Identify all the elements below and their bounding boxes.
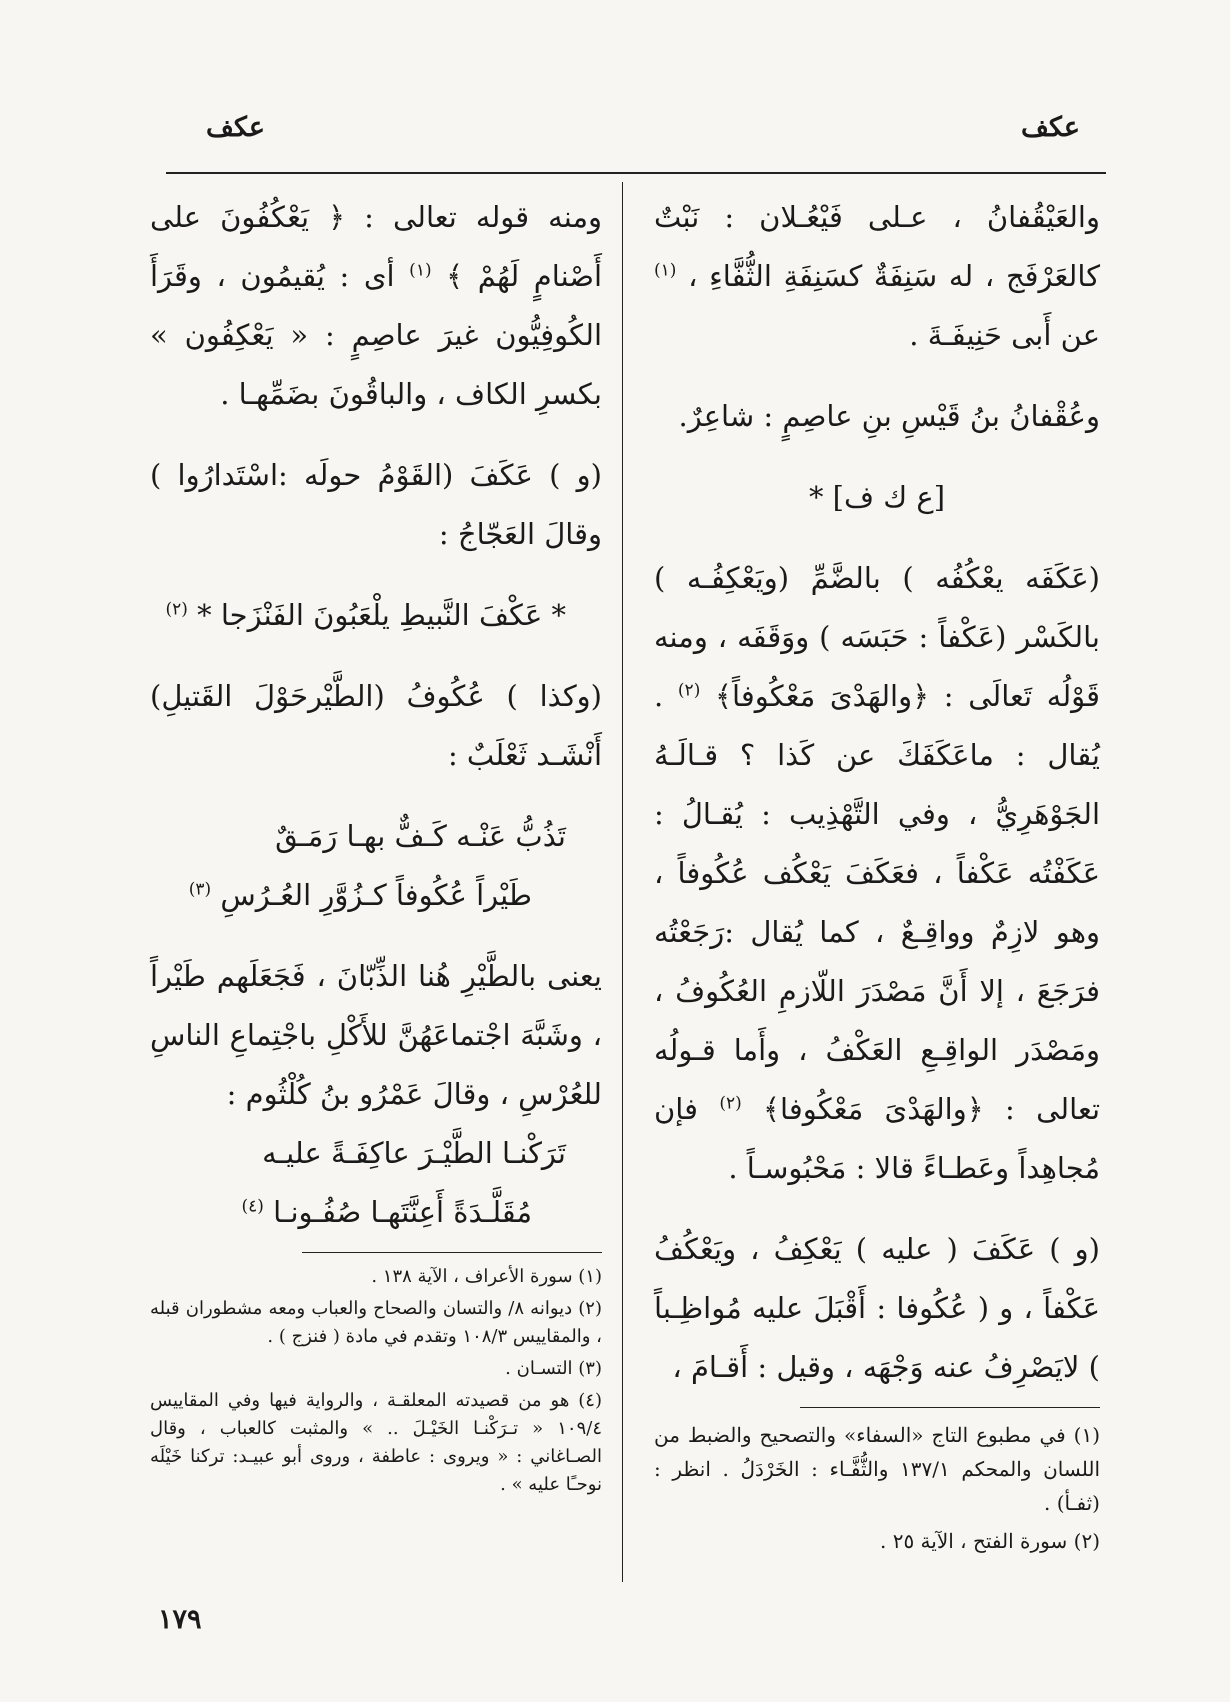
footnote: (١) في مطبوع التاج «السفاء» والتصحيح والضبط من اللسان والمحكم ١٣٧/١ والثُّفَّـاء : الخَرْدَلُ . انظر : (ثفـأ) . (654, 1423, 1100, 1515)
right-column (654, 188, 1100, 1562)
footnote-rule (800, 1407, 1100, 1408)
header-rule (166, 172, 1106, 174)
entry-paragraph: (وكذا ) عُكُوفُ (الطَّيْرحَوْلَ القَتيلِ) أَنْشَـد ثَعْلَبٌ : (150, 679, 602, 772)
footnote: (٤) هو من قصيدته المعلقـة ، والرواية فيها وفي المقاييس ١٠٩/٤ « تـرَكْنـا الخَيْـلَ .. » والمثبت كالعباب ، وقال الصـاغاني : « ويروى : عاطفة ، وروى أبو عبيـد: تركنا خَيْلَه نوحـًا عليه » . (150, 1390, 602, 1495)
verse-line: * عَكْفَ النَّبيطِ يلْعَبُونَ الفَنْزَجا * $^{(٢)}$ (165, 598, 566, 632)
footnotes (654, 1418, 1100, 1558)
entry-paragraph: (و ) عَكَفَ (القَوْمُ حولَه :اسْتَدارُوا ) وقالَ العَجّاجُ : (150, 458, 602, 551)
entry-paragraph: يعنى بالطَّيْرِ هُنا الذِّبّانَ ، فَجَعَلَهم طَيْراً ، وشَبَّهَ اجْتماعَهُنَّ للأَكْلِ باجْتِماعِ الناسِ للعُرْسِ ، وقالَ عَمْرُو بنُ كُلْثُوم : (150, 959, 602, 1111)
header-word-right: عكف (1021, 112, 1080, 143)
footnote: (٢) سورة الفتح ، الآية ٢٥ . (879, 1529, 1100, 1553)
entry-paragraph: وعُقْفانُ بنُ قَيْسِ بنِ عاصِمٍ : شاعِرٌ. (678, 399, 1100, 433)
footnote-ref: (٢) (677, 680, 701, 701)
footnote-ref: (٢) (165, 599, 188, 620)
header-word-left: عكف (206, 112, 265, 143)
verse-line: تَرَكْنـا الطَّيْـرَ عاكِفَـةً عليـه (262, 1136, 566, 1170)
footnote-rule (302, 1252, 602, 1253)
verse-line: طَيْراً عُكُوفاً كـزُوَّرِ العُـرُسِ $^{(٣)}$ (188, 878, 532, 912)
section-heading: [ع ك ف] * (808, 480, 946, 514)
entry-paragraph: (و ) عَكَفَ ( عليه ) يَعْكِفُ ، ويَعْكُفُ عَكْفاً ، و ( عُكُوفا : أَقْبَلَ عليه مُواظِـباً ) لايَصْرِفُ عنه وَجْهَه ، وقيل : أَقـامَ ، (654, 1232, 1100, 1384)
footnote: (٣) التسـان . (505, 1358, 602, 1379)
footnote-ref: (٣) (188, 879, 212, 900)
footnote-ref: (١) (409, 260, 432, 281)
entry-paragraph: (عَكَفَه يعْكُفُه ) بالضَّمِّ (ويَعْكِفُـه ) بالكَسْر (عَكْفاً : حَبَسَه ) ووَقَفَه ، ومنه قَوْلُه تَعالَى : ﴿والهَدْىَ مَعْكُوفاً﴾ $^{(٢)}$ . يُقال : ماعَكَفَكَ عن كَذا ؟ قـالَـهُ الجَوْهَرِيُّ ، وفي التَّهْذِيب : يُقـالُ : عَكَفْتُه عَكْفاً ، فعَكَفَ يَعْكُف عُكُوفاً ، وهو لازِمٌ وواقِـعٌ ، كما يُقال :رَجَعْتُه فرَجَعَ ، إلا أَنَّ مَصْدَرَ اللّازمِ العُكُوفُ ، ومَصْدَر الواقِـعِ العَكْفُ ، وأَما قـولُه تعالى : ﴿والهَدْىَ مَعْكُوفا﴾ $^{(٢)}$ فإن مُجاهِداً وعَطـاءً قالا : مَحْبُوسـاً . (654, 561, 1101, 1185)
footnote: (٢) ديوانه ٨/ والتسان والصحاح والعباب ومعه مشطوران قبله ، والمقاييس ١٠٨/٣ وتقدم في مادة ( فنزج ) . (150, 1298, 602, 1347)
footnote-ref: (٤) (241, 1196, 264, 1217)
footnote-ref: (١) (654, 260, 677, 281)
verse-line: مُقَلَّـدَةً أَعِنَّتَهـا صُفُـونـا $^{(٤)}$ (241, 1195, 532, 1229)
footnote: (١) سورة الأعراف ، الآية ١٣٨ . (371, 1266, 602, 1287)
footnote-ref: (٢) (719, 1093, 742, 1114)
entry-paragraph: ومنه قوله تعالى : ﴿ يَعْكُفُونَ على أَصْنامٍ لَهُمْ ﴾ $^{(١)}$ أى : يُقيمُون ، وقَرَأَ الكُوفِيُّون غيرَ عاصِمٍ : « يَعْكِفُون » بكسرِ الكاف ، والباقُونَ بضَمِّهـا . (150, 200, 602, 411)
left-column (150, 188, 602, 1503)
entry-paragraph: والعَيْقُفانُ ، عـلى فَيْعُـلان : نَبْتٌ كالعَرْفَج ، له سَنِفَةٌ كسَنِفَةِ الثُّفَّاءِ ، $^{(١)}$ عن أَبى حَنِيفَـةَ . (654, 200, 1101, 352)
verse-line: تَذُبُّ عَنْـه كَـفٌّ بهـا رَمَـقٌ (275, 819, 566, 853)
footnotes (150, 1263, 602, 1499)
column-divider (622, 182, 623, 1582)
page-number: ١٧٩ (158, 1604, 202, 1635)
